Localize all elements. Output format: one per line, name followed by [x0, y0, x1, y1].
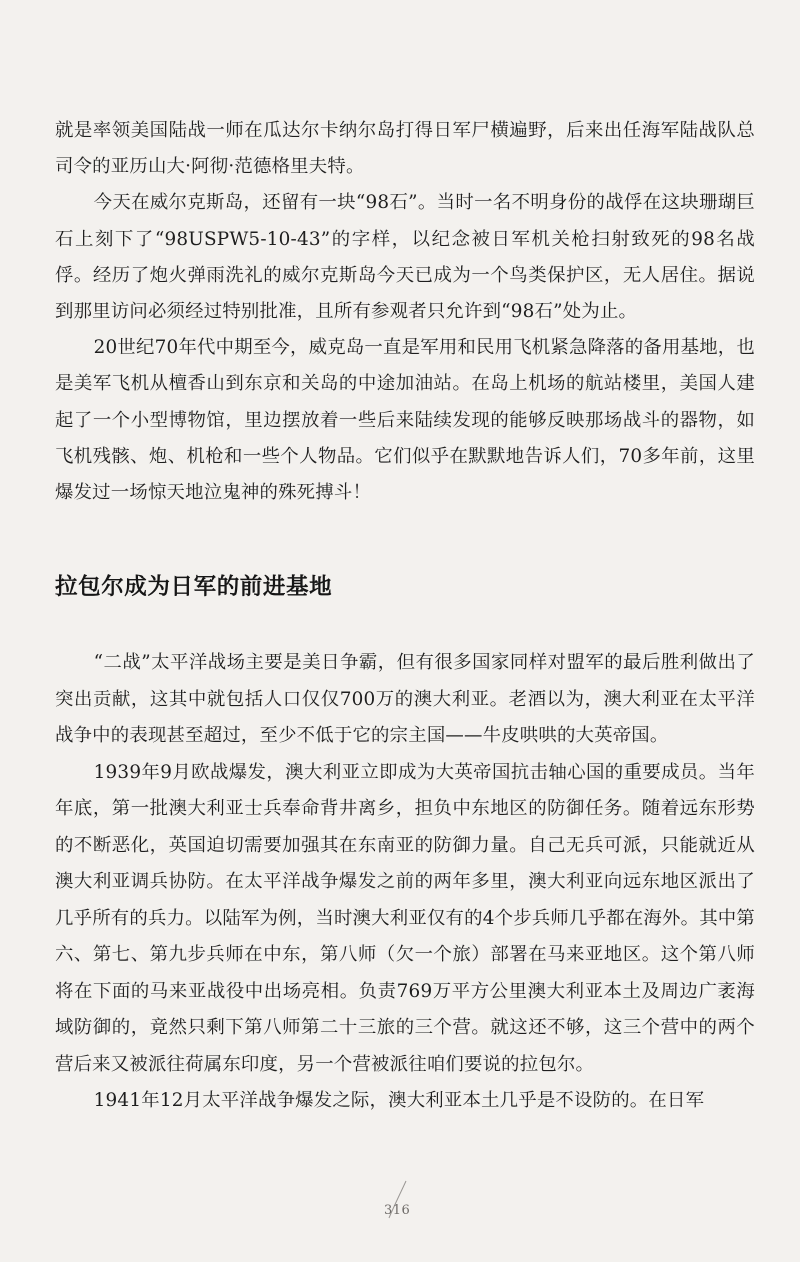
- paragraph-1941-pacific-war: 1941年12月太平洋战争爆发之际，澳大利亚本土几乎是不设防的。在日军: [93, 1090, 705, 1111]
- section-body: [55, 645, 755, 1120]
- paragraph-wake-island-today: 20世纪70年代中期至今，威克岛一直是军用和民用飞机紧急降落的备用基地，也是美军飞机从檀香山到东京和关岛的中途加油站。在岛上机场的航站楼里，美国人建起了一个小型博物馆，里边摆放着一些后来陆续发现的能够反映那场战斗的器物，如飞机残骸、炮、机枪和一些个人物品。它们似乎在默默地告诉人们，70多年前，这里爆发过一场惊天地泣鬼神的殊死搏斗！: [55, 337, 755, 504]
- paragraph-australia-contribution: “二战”太平洋战场主要是美日争霸，但有很多国家同样对盟军的最后胜利做出了突出贡献，这其中就包括人口仅仅700万的澳大利亚。老酒以为，澳大利亚在太平洋战争中的表现甚至超过，至少不低于它的宗主国——牛皮哄哄的大英帝国。: [55, 652, 755, 746]
- intro-text: [55, 113, 755, 511]
- paragraph-98-stone: 今天在威尔克斯岛，还留有一块“98石”。当时一名不明身份的战俘在这块珊瑚巨石上刻下了“98USPW5-10-43”的字样，以纪念被日军机关枪扫射致死的98名战俘。经历了炮火弹雨洗礼的威尔克斯岛今天已成为一个鸟类保护区，无人居住。据说到那里访问必须经过特别批准，且所有参观者只允许到“98石”处为止。: [55, 192, 755, 323]
- paragraph-continued: 就是率领美国陆战一师在瓜达尔卡纳尔岛打得日军尸横遍野，后来出任海军陆战队总司令的亚历山大·阿彻·范德格里夫特。: [55, 120, 755, 178]
- page-number: 316: [384, 1203, 411, 1218]
- section-title: 拉包尔成为日军的前进基地: [55, 574, 333, 600]
- paragraph-1939-war: 1939年9月欧战爆发，澳大利亚立即成为大英帝国抗击轴心国的重要成员。当年年底，第一批澳大利亚士兵奉命背井离乡，担负中东地区的防御任务。随着远东形势的不断恶化，英国迫切需要加强其在东南亚的防御力量。自己无兵可派，只能就近从澳大利亚调兵协防。在太平洋战争爆发之前的两年多里，澳大利亚向远东地区派出了几乎所有的兵力。以陆军为例，当时澳大利亚仅有的4个步兵师几乎都在海外。其中第六、第七、第九步兵师在中东，第八师（欠一个旅）部署在马来亚地区。这个第八师将在下面的马来亚战役中出场亮相。负责769万平方公里澳大利亚本土及周边广袤海域防御的，竟然只剩下第八师第二十三旅的三个营。就这还不够，这三个营中的两个营后来又被派往荷属东印度，另一个营被派往咱们要说的拉包尔。: [55, 761, 755, 1075]
